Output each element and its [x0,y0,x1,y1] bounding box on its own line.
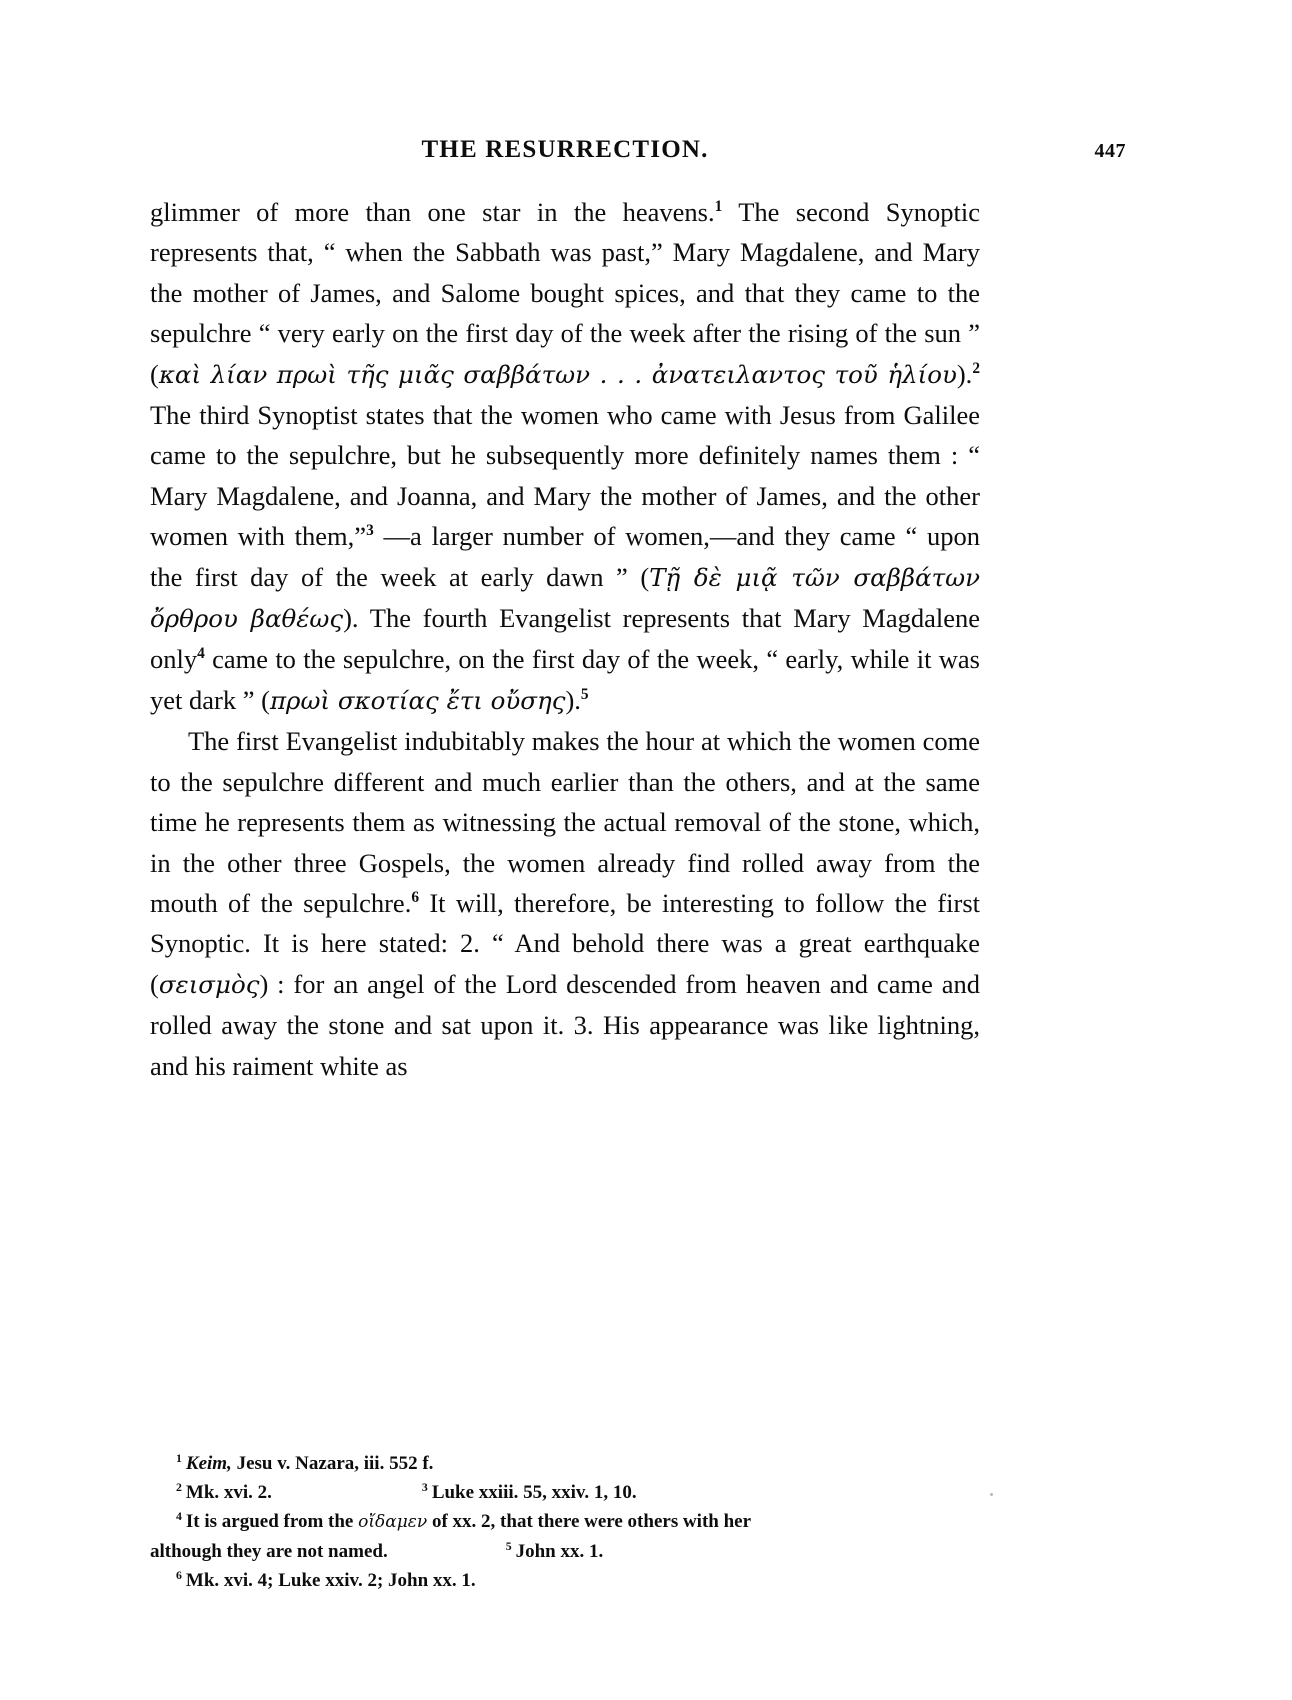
footnote-6-mark: 6 [176,1568,182,1582]
footnote-4-continuation [150,1537,980,1566]
footnote-1-mark: 1 [176,1451,182,1465]
para1-seg2: The second Synoptic represents that, “ when the Sabbath was past,” Mary Magdalene, and Mary the mother of James, and Salome bought spices, and that they came to the sepulchre “ very early on the first day of the week after the rising of the sun ” ( [150,197,980,389]
para1-seg8: ). [565,684,581,715]
running-head-title: THE RESURRECTION. [421,136,709,163]
footnote-2-text: Mk. xvi. 2. [185,1482,272,1503]
para1-seg6: ). The fourth Evangelist represents that Mary Magdalene only [150,603,980,675]
footnote-ref-2: 2 [972,359,980,377]
footnote-5-mark: 5 [505,1539,512,1553]
para2-seg2: It will, therefore, be interesting to follow the first Synoptic. It is here stated: 2. “ And behold there was a great earthquake ( [150,887,980,999]
footnote-4-text-post: of xx. 2, that there were others with her [427,1511,752,1532]
scan-speck [990,1493,993,1496]
footnote-1 [150,1449,980,1478]
footnote-ref-6: 6 [411,889,420,907]
footnote-2 [150,1478,980,1507]
footnote-4-mark: 4 [176,1509,182,1523]
footnote-1-text: Jesu v. Nazara, iii. 552 f. [231,1453,434,1474]
footnote-6 [150,1566,980,1595]
greek-quote-1: καὶ λίαν πρωὶ τῆς μιᾶς σαββάτων . . . ἀνατειλαντος τοῦ ἡλίου [158,359,957,389]
footnote-ref-1: 1 [714,198,723,216]
footnote-4-text-pre: It is argued from the [185,1511,359,1532]
greek-quote-3: πρωὶ σκοτίας ἔτι οὔσης [269,685,566,715]
footnote-ref-4: 4 [197,645,205,663]
footnote-5-text: John xx. 1. [515,1541,604,1562]
footnote-5 [506,1537,604,1566]
greek-quote-2: Tῇ δὲ μιᾷ τῶν σαββάτων ὄρθρου βαθέως [150,562,980,634]
footnote-3 [422,1478,637,1507]
para1-seg5: —a larger number of women,—and they came “ upon the first day of the week at early dawn ” ( [150,521,981,592]
footnotes-block [150,1449,980,1595]
para1-seg1: glimmer of more than one star in the heavens. [150,197,715,227]
footnote-3-mark: 3 [421,1480,428,1494]
para1-seg4: The third Synoptist states that the women who came with Jesus from Galilee came to the sepulchre, but he subsequently more definitely names them : “ Mary Magdalene, and Joanna, and Mary the mother of James, and the other women with them,” [150,400,980,552]
page-number: 447 [1094,140,1126,162]
footnote-4-greek: οἴδαμεν [358,1512,428,1532]
page-body [150,192,980,1086]
page-header [150,136,1150,166]
greek-quote-4: σεισμὸς [158,969,260,999]
para1-seg3: ). [956,358,973,389]
paragraph-1 [150,192,980,721]
footnote-4 [150,1507,980,1537]
footnote-6-text: Mk. xvi. 4; Luke xxiv. 2; John xx. 1. [185,1570,476,1591]
para2-seg1: The first Evangelist indubitably makes the hour at which the women come to the sepulchre different and much earlier than the others, and at the same time he represents them as witnessing the actual removal of the stone, which, in the other three Gospels, the women already find rolled away from the mouth of the sepulchre. [150,726,980,918]
footnote-ref-5: 5 [580,686,589,704]
footnote-2-mark: 2 [176,1480,182,1494]
footnote-ref-3: 3 [366,522,374,540]
footnote-1-italic: Keim, [185,1453,232,1474]
para2-seg3: ) : for an angel of the Lord descended from heaven and came and rolled away the stone and sat upon it. 3. His appearance was like lightning, and his raiment white as [150,968,980,1081]
footnote-3-text: Luke xxiii. 55, xxiv. 1, 10. [431,1482,637,1503]
paragraph-2 [150,721,980,1086]
footnote-4-cont-text: although they are not named. [150,1541,388,1562]
para1-seg7: came to the sepulchre, on the first day of the week, “ early, while it was yet dark ” ( [150,644,980,715]
